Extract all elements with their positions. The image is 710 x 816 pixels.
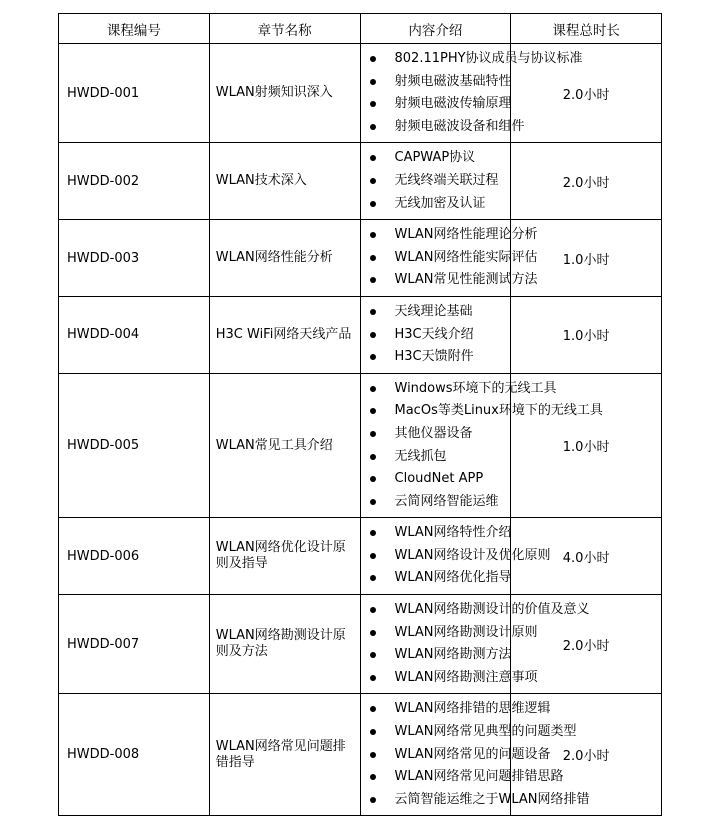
list-item: 云简网络智能运维 <box>361 491 511 514</box>
list-item: WLAN网络勘测方法 <box>361 644 511 667</box>
list-item: WLAN网络排错的思维逻辑 <box>361 698 511 721</box>
list-item: CAPWAP协议 <box>361 147 511 170</box>
list-item: H3C天线介绍 <box>361 324 511 347</box>
list-item: Windows环境下的无线工具 <box>361 378 511 401</box>
course-table <box>58 13 662 816</box>
list-item: WLAN网络特性介绍 <box>361 522 511 545</box>
list-item: 天线理论基础 <box>361 301 511 324</box>
content-cell <box>360 143 511 220</box>
content-cell <box>360 518 551 595</box>
chapter-name: WLAN技术深入 <box>209 143 360 220</box>
chapter-name: WLAN射频知识深入 <box>209 44 360 143</box>
content-cell <box>360 44 583 143</box>
chapter-name: WLAN网络常见问题排错指导 <box>209 694 360 816</box>
list-item: 射频电磁波设备和组件 <box>361 116 511 139</box>
list-item: 无线终端关联过程 <box>361 170 511 193</box>
list-item: WLAN网络常见典型的问题类型 <box>361 721 511 744</box>
course-code: HWDD-002 <box>59 143 210 220</box>
list-item: WLAN常见性能测试方法 <box>361 269 511 292</box>
list-item: 其他仪器设备 <box>361 423 511 446</box>
table-row <box>59 143 662 220</box>
list-item: 无线抓包 <box>361 446 511 469</box>
course-code: HWDD-005 <box>59 373 210 518</box>
list-item: WLAN网络常见的问题设备 <box>361 744 511 767</box>
table-row <box>59 595 662 694</box>
list-item: WLAN网络性能理论分析 <box>361 224 511 247</box>
list-item: WLAN网络优化指导 <box>361 567 511 590</box>
course-rows <box>59 44 662 816</box>
table-row <box>59 220 662 297</box>
list-item: 802.11PHY协议成员与协议标准 <box>361 48 511 71</box>
list-item: WLAN网络勘测设计原则 <box>361 622 511 645</box>
list-item: CloudNet APP <box>361 468 511 491</box>
course-duration: 2.0小时 <box>511 694 662 816</box>
list-item: WLAN网络勘测设计的价值及意义 <box>361 599 511 622</box>
content-list <box>361 220 538 296</box>
table-row <box>59 44 662 143</box>
table-row <box>59 518 662 595</box>
list-item: WLAN网络设计及优化原则 <box>361 545 511 568</box>
list-item: 射频电磁波传输原理 <box>361 93 511 116</box>
content-list <box>361 143 511 219</box>
chapter-name: H3C WiFi网络天线产品 <box>209 296 360 373</box>
list-item: MacOs等类Linux环境下的无线工具 <box>361 400 511 423</box>
chapter-name: WLAN网络优化设计原则及指导 <box>209 518 360 595</box>
course-duration: 1.0小时 <box>511 373 662 518</box>
course-code: HWDD-006 <box>59 518 210 595</box>
table-row <box>59 373 662 518</box>
content-list <box>361 518 551 594</box>
chapter-name: WLAN网络勘测设计原则及方法 <box>209 595 360 694</box>
header-course-code: 课程编号 <box>59 14 210 44</box>
list-item: WLAN网络常见问题排错思路 <box>361 766 511 789</box>
course-code: HWDD-003 <box>59 220 210 297</box>
table-row <box>59 296 662 373</box>
course-duration: 2.0小时 <box>511 595 662 694</box>
list-item: WLAN网络性能实际评估 <box>361 247 511 270</box>
chapter-name: WLAN网络性能分析 <box>209 220 360 297</box>
course-duration: 4.0小时 <box>511 518 662 595</box>
course-code: HWDD-008 <box>59 694 210 816</box>
content-cell <box>360 296 511 373</box>
course-code: HWDD-004 <box>59 296 210 373</box>
course-duration: 2.0小时 <box>511 143 662 220</box>
content-list <box>361 44 583 142</box>
course-duration: 1.0小时 <box>511 220 662 297</box>
header-duration: 课程总时长 <box>511 14 662 44</box>
table-row <box>59 694 662 816</box>
header-row <box>59 14 662 44</box>
course-duration: 2.0小时 <box>511 44 662 143</box>
header-chapter-name: 章节名称 <box>209 14 360 44</box>
list-item: 无线加密及认证 <box>361 193 511 216</box>
course-code: HWDD-001 <box>59 44 210 143</box>
list-item: H3C天馈附件 <box>361 346 511 369</box>
content-cell <box>360 220 538 297</box>
list-item: WLAN网络勘测注意事项 <box>361 667 511 690</box>
header-content: 内容介绍 <box>360 14 511 44</box>
list-item: 云简智能运维之于WLAN网络排错 <box>361 789 511 812</box>
content-list <box>361 297 511 373</box>
chapter-name: WLAN常见工具介绍 <box>209 373 360 518</box>
course-code: HWDD-007 <box>59 595 210 694</box>
list-item: 射频电磁波基础特性 <box>361 71 511 94</box>
course-duration: 1.0小时 <box>511 296 662 373</box>
